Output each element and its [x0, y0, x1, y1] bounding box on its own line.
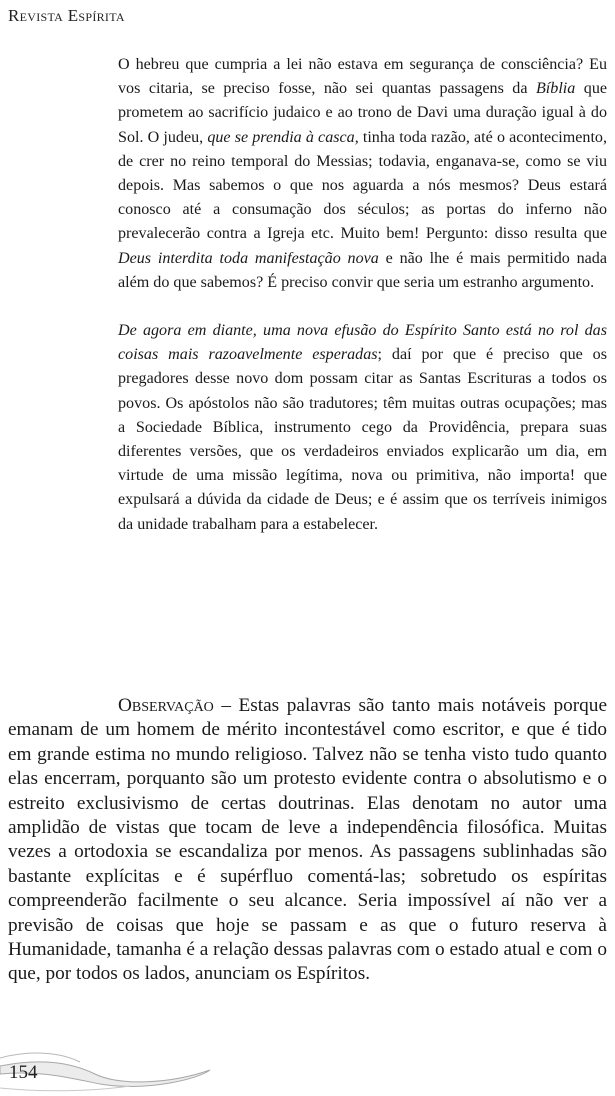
italic-run: De agora em diante, uma nova efusão do Espírito Santo está no rol das coisas mais razoavelmente esperadas — [118, 322, 607, 364]
italic-run: que se prendia à casca — [207, 128, 355, 146]
running-header: Revista Espírita — [8, 6, 125, 25]
text-run: que prometem ao sacrifício judaico e ao trono de Davi uma duração igual à do Sol. O judeu, — [118, 80, 608, 146]
observation-label: Observação — [118, 695, 214, 716]
observation-paragraph — [8, 694, 607, 987]
page-number: 154 — [9, 1062, 38, 1083]
quoted-passage — [118, 53, 607, 537]
text-run: , tinha toda razão, até o acontecimento, de crer no reino temporal do Messias; todavia, enganava-se, como se viu depois. Mas sabemos o que nos aguarda a nós mesmos? Deus estará conosco até a consumação dos séculos; as portas do inferno não prevalecerão contra a Igreja etc. Muito bem! Pergunto: disso resulta que — [118, 128, 607, 243]
italic-run: Deus interdita toda manifestação nova — [118, 249, 379, 267]
text-run: e não lhe é mais permitido nada além do que sabemos? É preciso convir que seria um estranho argumento. — [118, 249, 607, 291]
text-run: ; daí por que é preciso que os pregadores desse novo dom possam citar as Santas Escrituras a todos os povos. Os apóstolos não são tradutores; têm muitas outras ocupações; mas a Sociedade Bíblica, instrumento cego da Providência, prepara suas diferentes versões, que os verdadeiros enviados explicarão um dia, em virtude de uma missão legítima, nova ou primitiva, não importa! que expulsará a dúvida da cidade de Deus; e é assim que os terríveis inimigos da unidade trabalham para a estabelecer. — [118, 346, 607, 533]
quote-paragraph-1 — [118, 53, 607, 295]
quote-paragraph-2 — [118, 319, 607, 537]
text-run: O hebreu que cumpria a lei não estava em segurança de consciência? Eu vos citaria, se preciso fosse, não sei quantas passagens da — [118, 56, 607, 98]
italic-run: Bíblia — [535, 80, 576, 98]
observation-text: – Estas palavras são tanto mais notáveis porque emanam de um homem de mérito incontestável como escritor, e que é tido em grande estima no mundo religioso. Talvez não se tenha visto tudo quanto elas encerram, porquanto são um protesto evidente contra o absolutismo e o estreito exclusivismo de certas doutrinas. Elas denotam no autor uma amplidão de vistas que tocam de leve a independência filosófica. Muitas vezes a ortodoxia se escandaliza por menos. As passagens sublinhadas são bastante explícitas e é supérfluo comentá-las; sobretudo os espíritas compreenderão facilmente o seu alcance. Seria impossível aí não ver a previsão de coisas que hoje se passam e as que o futuro reserva à Humanidade, tamanha é a relação dessas palavras com o estado atual e com o que, por todos os lados, anunciam os Espíritos. — [8, 695, 607, 985]
